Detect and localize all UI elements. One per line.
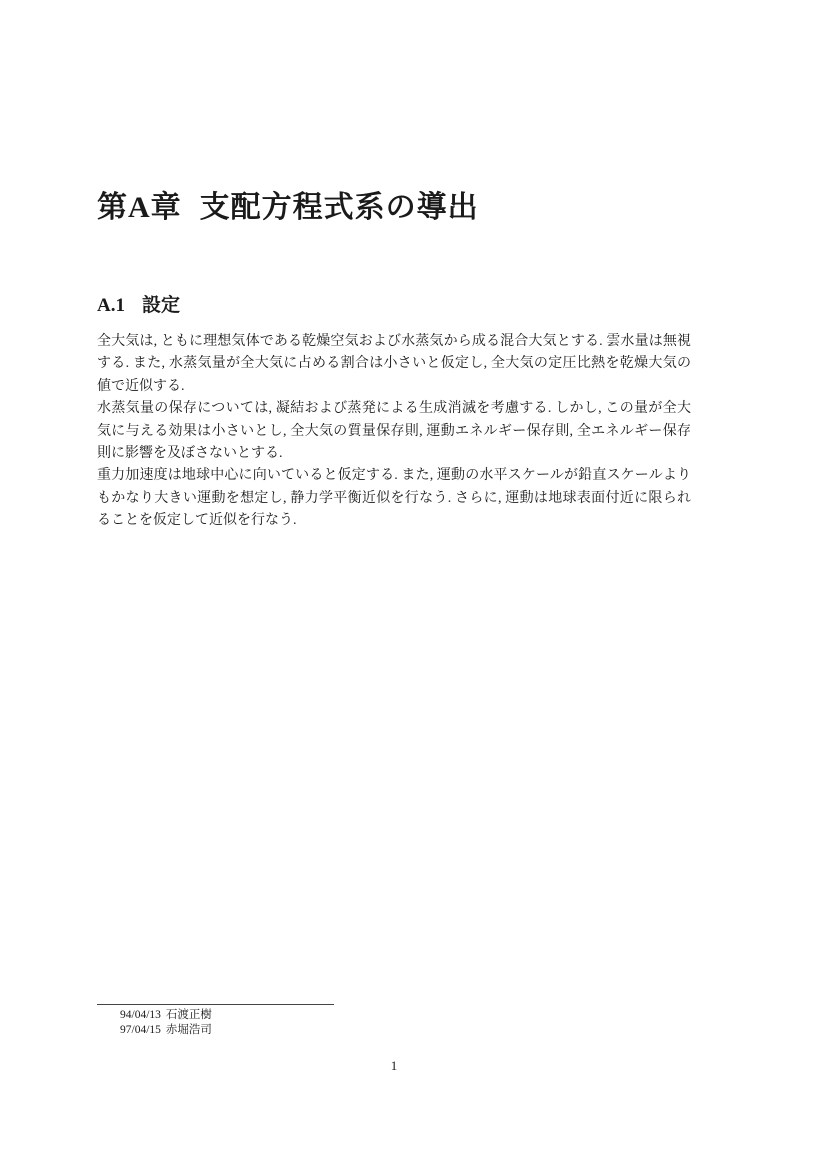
footnote-rule bbox=[97, 1004, 334, 1005]
body-paragraph: 重力加速度は地球中心に向いていると仮定する. また, 運動の水平スケールが鉛直スケールよりもかなり大きい運動を想定し, 静力学平衡近似を行なう. さらに, 運動は地球表面付近に限られることを仮定して近似を行なう. bbox=[97, 468, 691, 529]
section-title: 設定 bbox=[141, 295, 180, 316]
footnote-line bbox=[120, 1008, 212, 1023]
body-text bbox=[97, 331, 691, 533]
footnote-date: 94/04/13 bbox=[120, 1009, 161, 1021]
chapter-name: 支配方程式系の導出 bbox=[199, 191, 479, 224]
section-heading bbox=[97, 293, 180, 318]
body-paragraph: 全大気は, ともに理想気体である乾燥空気および水蒸気から成る混合大気とする. 雲水量は無視する. また, 水蒸気量が全大気に占める割合は小さいと仮定し, 全大気の定圧比熱を乾燥大気の値で近似する. bbox=[97, 334, 691, 394]
footnote-author: 赤堀浩司 bbox=[165, 1023, 212, 1036]
chapter-number: 第A章 bbox=[97, 191, 182, 224]
section-number: A.1 bbox=[97, 295, 125, 316]
footnotes bbox=[120, 1008, 212, 1037]
body-paragraph: 水蒸気量の保存については, 凝結および蒸発による生成消滅を考慮する. しかし, この量が全大気に与える効果は小さいとし, 全大気の質量保存則, 運動エネルギー保存則, 全エネルギー保存則に影響を及ぼさないとする. bbox=[97, 401, 691, 462]
footnote-date: 97/04/15 bbox=[120, 1023, 161, 1036]
chapter-title bbox=[97, 190, 479, 226]
footnote-line bbox=[120, 1023, 212, 1038]
page-number: 1 bbox=[390, 1058, 398, 1073]
footnote-author: 石渡正樹 bbox=[165, 1009, 212, 1021]
